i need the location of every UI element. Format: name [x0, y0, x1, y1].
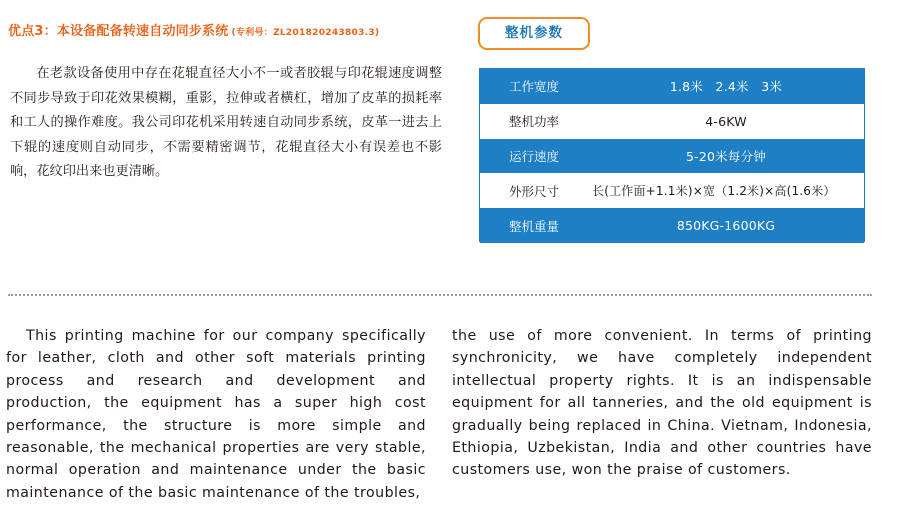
spec-label: 运行速度 — [508, 148, 559, 164]
dotted-divider — [8, 294, 872, 296]
specs-table — [479, 68, 865, 242]
spec-value: 5-20米每分钟 — [686, 148, 766, 164]
spec-label: 外形尺寸 — [508, 183, 559, 199]
english-text-right: the use of more convenient. In terms of printing synchronicity, we have completely independent intellectual property rights. It is an indispensable equipment for all tanneries, and the old equipment is gradually being replaced in China. Vietnam, Indonesia, Ethiopia, Uzbekistan, India and other countries have customers use, won the praise of customers. — [452, 328, 872, 479]
advantage-description: 在老款设备使用中存在花辊直径大小不一或者胶辊与印花辊速度调整不同步导致于印花效果模糊，重影，拉伸或者横杠，增加了皮革的损耗率和工人的操作难度。我公司印花机采用转速自动同步系统，皮革一进去上下辊的速度则自动同步，不需要精密调节，花辊直径大小有误差也不影响，花纹印出来也更清晰。 — [10, 66, 442, 180]
spec-label: 工作宽度 — [508, 79, 559, 95]
spec-label: 整机重量 — [508, 218, 559, 234]
specs-heading: 整机参数 — [478, 17, 590, 50]
spec-value: 长(工作面+1.1米)×宽（1.2米)×高(1.6米） — [592, 184, 836, 199]
spec-row-working-width — [480, 69, 864, 104]
spec-value: 850KG-1600KG — [676, 218, 776, 234]
spec-label: 整机功率 — [508, 114, 559, 130]
spec-row-dimensions — [480, 173, 864, 208]
spec-row-speed — [480, 139, 864, 174]
patent-number: (专利号：ZL201820243803.3) — [231, 28, 380, 38]
spec-value: 1.8米 2.4米 3米 — [669, 79, 783, 95]
english-text-left: This printing machine for our company specifically for leather, cloth and other soft materials printing process and research and development and production, the equipment has a super high cost performance, the structure is more simple and reasonable, the mechanical properties are very stable, normal operation and maintenance under the basic maintenance of the basic maintenance of the troubles, — [6, 328, 426, 501]
advantage-title-text: 优点3：本设备配备转速自动同步系统 — [8, 24, 229, 39]
spec-row-power — [480, 104, 864, 139]
spec-value: 4-6KW — [705, 113, 747, 129]
advantage-title — [8, 20, 468, 39]
spec-row-weight — [480, 208, 864, 243]
